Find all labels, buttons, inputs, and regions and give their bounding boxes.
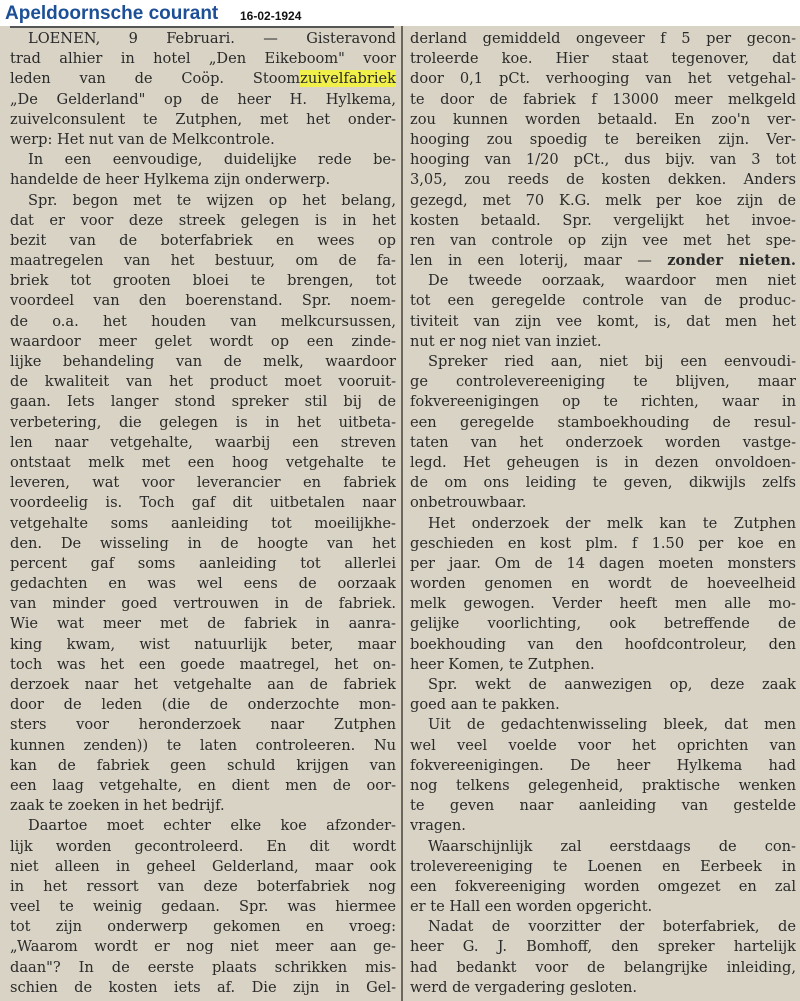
article-line: werd de vergadering gesloten. bbox=[410, 978, 638, 996]
newspaper-clipping bbox=[0, 26, 800, 1001]
newspaper-title: Apeldoornsche courant bbox=[5, 3, 219, 24]
article-line: van minder goed vertrouwen in de fabriek. bbox=[10, 595, 396, 613]
article-line: leveren, wat voor leverancier en fabriek bbox=[10, 474, 396, 492]
article-line: derzoek naar het vetgehalte aan de fabriek bbox=[10, 676, 396, 693]
article-line: in het ressort van deze boterfabriek nog bbox=[10, 877, 396, 895]
article-line: lijk worden gecontroleerd. En dit wordt bbox=[10, 837, 396, 855]
search-highlight: zuivelfabriek bbox=[300, 70, 396, 88]
article-line: Daartoe moet echter elke koe afzonder- bbox=[28, 817, 396, 835]
article-line: daan"? In de eerste plaats schrikken mis- bbox=[10, 958, 396, 976]
article-line: gelijke voorlichting, ook betreffende de bbox=[410, 615, 796, 633]
article-line: tot zijn onderwerp gekomen en vroeg: bbox=[10, 918, 396, 936]
article-line: fokvereenigingen op te richten, waar in bbox=[410, 393, 796, 411]
article-line: onbetrouwbaar. bbox=[410, 494, 527, 512]
article-line: vragen. bbox=[410, 817, 466, 835]
article-line: ontstaat melk met een hoog vetgehalte te bbox=[10, 453, 396, 471]
article-line: voordeelig is. Toch gaf dit uitbetalen naar bbox=[10, 494, 396, 512]
article-line: zuivelconsulent te Zutphen, met het onder- bbox=[10, 110, 396, 128]
article-line: door de leden (die de onderzochte mon- bbox=[10, 696, 396, 714]
article-line: In een eenvoudige, duidelijke rede be- bbox=[28, 151, 396, 169]
article-column-left bbox=[10, 29, 396, 999]
article-line: toch was het een goede maatregel, het on- bbox=[10, 655, 396, 673]
article-line: melk gewogen. Verder heeft men alle mo- bbox=[410, 595, 796, 613]
article-line: 3,05, zou reeds de kosten dekken. Anders bbox=[410, 171, 796, 189]
article-line: Uit de gedachtenwisseling bleek, dat men bbox=[428, 716, 796, 734]
article-line: fokvereenigingen. De heer Hylkema had bbox=[410, 756, 796, 774]
article-line: Spreker ried aan, niet bij een eenvoudi- bbox=[428, 353, 796, 370]
article-line: Nadat de voorzitter der boterfabriek, de bbox=[428, 918, 796, 936]
article-line: legd. Het geheugen is in dezen onvoldoen- bbox=[410, 453, 796, 471]
article-line: gaan. Iets langer stond spreker stil bij de bbox=[10, 393, 396, 411]
article-line: ren van controle op zijn vee met het spe- bbox=[410, 231, 796, 249]
article-line: per jaar. Om de 14 dagen moeten monsters bbox=[410, 554, 796, 572]
article-line: maatregelen van het bestuur, om de fa- bbox=[10, 252, 396, 270]
article-line: Spr. wekt de aanwezigen op, deze zaak bbox=[428, 676, 796, 693]
article-line: trad alhier in hotel „Den Eikeboom" voor bbox=[10, 50, 396, 68]
article-line: Spr. begon met te wijzen op het belang, bbox=[28, 191, 396, 209]
article-line: er te Hall een worden opgericht. bbox=[410, 898, 653, 916]
article-line: tiviteit van zijn vee komt, is, dat men het bbox=[410, 312, 796, 330]
article-line: te door de fabriek f 13000 meer melkgeld bbox=[410, 90, 796, 108]
article-line: de o.a. het houden van melkcursussen, bbox=[10, 312, 396, 330]
article-line: nog telkens gelegenheid, praktische wenken bbox=[410, 776, 796, 794]
article-line: derland gemiddeld ongeveer f 5 per gecon- bbox=[410, 30, 796, 47]
article-column-right bbox=[410, 29, 796, 999]
article-line: „De Gelderland" op de heer H. Hylkema, bbox=[10, 90, 396, 108]
article-line: Het onderzoek der melk kan te Zutphen bbox=[428, 514, 796, 532]
article-line: taten van het onderzoek worden vastge- bbox=[410, 433, 796, 451]
article-line: had bedankt voor de belangrijke inleiding, bbox=[410, 958, 796, 976]
article-line: troleerde koe. Hier staat tegenover, dat bbox=[410, 50, 796, 68]
article-line: te geven naar aanleiding van gestelde bbox=[410, 797, 796, 815]
article-line: leden van de Coöp. Stoomzuivelfabriek bbox=[10, 70, 396, 88]
article-line: een fokvereeniging worden omgezet en zal bbox=[410, 877, 796, 895]
article-line: De tweede oorzaak, waardoor men niet bbox=[428, 272, 796, 290]
article-line: Waarschijnlijk zal eerstdaags de con- bbox=[428, 837, 796, 855]
article-line: ge controlevereeniging te blijven, maar bbox=[410, 373, 796, 391]
article-line: kunnen zenden)) te laten controleeren. Nu bbox=[10, 736, 396, 754]
article-line: heer G. J. Bomhoff, den spreker hartelijk bbox=[410, 938, 796, 956]
article-line: heer Komen, te Zutphen. bbox=[410, 655, 595, 673]
article-line: worden genomen en wordt de hoeveelheid bbox=[410, 575, 796, 593]
article-line: Wie wat meer met de fabriek in aanra- bbox=[10, 615, 396, 633]
article-line: king kwam, wist natuurlijk beter, maar bbox=[10, 635, 396, 653]
article-line: vetgehalte soms aanleiding tot moeilijkhe- bbox=[10, 514, 396, 532]
article-line: hooging van 1/20 pCt., dus bijv. van 3 tot bbox=[410, 151, 796, 169]
page-header bbox=[0, 0, 800, 26]
article-line: len naar vetgehalte, waarbij een streven bbox=[10, 433, 396, 451]
article-line: wel veel voelde voor het oprichten van bbox=[410, 736, 796, 754]
article-line: percent gaf soms aanleiding tot allerlei bbox=[10, 554, 396, 572]
article-line: geschieden en kost plm. f 1.50 per koe en bbox=[410, 534, 796, 552]
article-line: zaak te zoeken in het bedrijf. bbox=[10, 797, 225, 815]
article-line: kosten betaald. Spr. vergelijkt het invoe- bbox=[410, 211, 796, 229]
publication-date: 16-02-1924 bbox=[240, 9, 302, 23]
article-line: waardoor meer gelet wordt op een zinde- bbox=[10, 332, 396, 350]
article-line: tot een geregelde controle van de produc- bbox=[410, 292, 796, 310]
article-line: bezit van de boterfabriek en wees op bbox=[10, 231, 396, 249]
article-line: een geregelde stamboekhouding de resul- bbox=[410, 413, 796, 431]
article-line: veel te weinig gedaan. Spr. was hiermee bbox=[10, 898, 396, 916]
article-line: niet alleen in geheel Gelderland, maar ook bbox=[10, 857, 396, 875]
article-line: trolevereeniging te Loenen en Eerbeek in bbox=[410, 857, 796, 875]
article-line: de kwaliteit van het product moet vooruit- bbox=[10, 373, 396, 391]
column-divider bbox=[401, 26, 403, 1001]
article-line: nut er nog niet van inziet. bbox=[410, 332, 602, 350]
article-line: handelde de heer Hylkema zijn onderwerp. bbox=[10, 171, 331, 189]
article-line: goed aan te pakken. bbox=[410, 696, 560, 714]
article-line: zou kunnen worden betaald. En zoo'n ver- bbox=[410, 110, 796, 128]
article-line: den. De wisseling in de hoogte van het bbox=[10, 534, 396, 552]
article-line: kan de fabriek geen schuld krijgen van bbox=[10, 756, 396, 774]
article-line: briek tot grooten bloei te brengen, tot bbox=[10, 272, 396, 290]
article-line: werp: Het nut van de Melkcontrole. bbox=[10, 130, 275, 148]
article-line: boekhouding van den hoofdcontroleur, den bbox=[410, 635, 796, 653]
article-line: de om ons leiding te geven, dikwijls zelfs bbox=[410, 474, 796, 492]
article-line: een laag vetgehalte, en dient men de oor- bbox=[10, 776, 396, 794]
article-line: verbetering, die gelegen is in het uitbeta- bbox=[10, 413, 396, 431]
article-line: hooging zou spoedig te bereiken zijn. Ver- bbox=[410, 130, 796, 148]
article-line: len in een loterij, maar — zonder nieten. bbox=[410, 252, 796, 270]
article-line: gedachten en was wel eens de oorzaak bbox=[10, 575, 396, 593]
article-line: dat er voor deze streek gelegen is in het bbox=[10, 211, 396, 229]
article-line: voordeel van den boerenstand. Spr. noem- bbox=[10, 292, 396, 310]
article-line: door 0,1 pCt. verhooging van het vetgehal- bbox=[410, 70, 796, 88]
top-rule bbox=[10, 26, 394, 28]
article-line: gezegd, met 70 K.G. melk per koe zijn de bbox=[410, 191, 796, 209]
article-line: LOENEN, 9 Februari. — Gisteravond bbox=[28, 30, 396, 47]
article-line: lijke behandeling van de melk, waardoor bbox=[10, 353, 396, 370]
article-line: „Waarom wordt er nog niet meer aan ge- bbox=[10, 938, 396, 956]
article-line: sters voor heronderzoek naar Zutphen bbox=[10, 716, 396, 734]
article-line: schien de kosten iets af. Die zijn in Gel- bbox=[10, 978, 396, 996]
